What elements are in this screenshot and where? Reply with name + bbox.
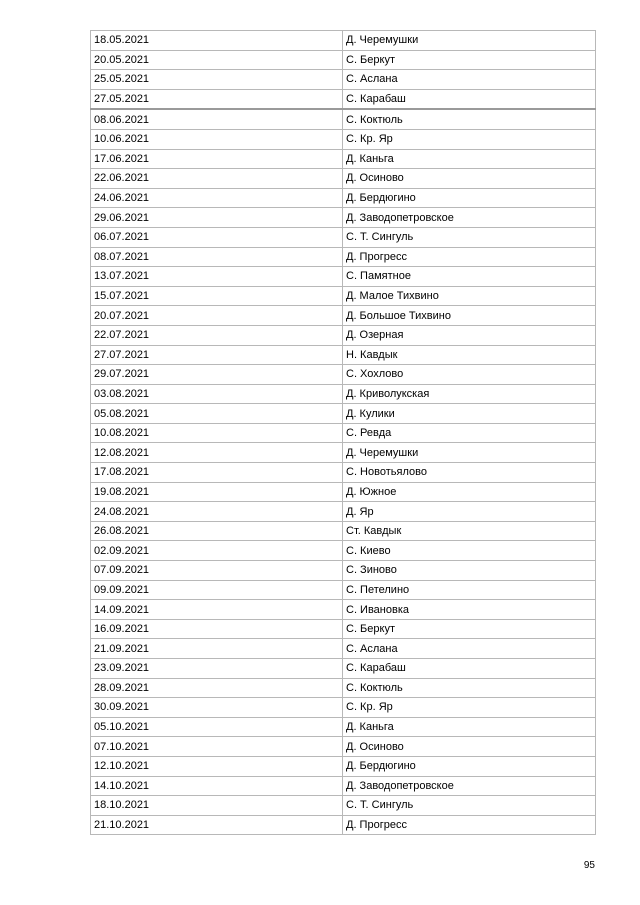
date-cell: 14.09.2021 <box>91 600 343 620</box>
place-cell: С. Новотьялово <box>343 463 596 483</box>
table-row <box>91 31 596 51</box>
table-row <box>91 365 596 385</box>
table-row <box>91 463 596 483</box>
place-cell: С. Карабаш <box>343 89 596 109</box>
place-cell: Д. Черемушки <box>343 443 596 463</box>
place-cell: Д. Заводопетровское <box>343 776 596 796</box>
table-row <box>91 286 596 306</box>
date-cell: 10.08.2021 <box>91 423 343 443</box>
place-cell: Д. Малое Тихвино <box>343 286 596 306</box>
date-cell: 19.08.2021 <box>91 482 343 502</box>
table-row <box>91 404 596 424</box>
date-cell: 28.09.2021 <box>91 678 343 698</box>
date-cell: 17.08.2021 <box>91 463 343 483</box>
table-row <box>91 89 596 109</box>
date-cell: 21.09.2021 <box>91 639 343 659</box>
place-cell: Д. Криволукская <box>343 384 596 404</box>
date-cell: 17.06.2021 <box>91 149 343 169</box>
place-cell: С. Ревда <box>343 423 596 443</box>
place-cell: Д. Черемушки <box>343 31 596 51</box>
place-cell: Д. Осиново <box>343 169 596 189</box>
table-row <box>91 227 596 247</box>
table-row <box>91 502 596 522</box>
place-cell: С. Беркут <box>343 619 596 639</box>
date-cell: 25.05.2021 <box>91 70 343 90</box>
table-row <box>91 756 596 776</box>
place-cell: С. Коктюль <box>343 678 596 698</box>
date-cell: 03.08.2021 <box>91 384 343 404</box>
date-cell: 30.09.2021 <box>91 698 343 718</box>
table-row <box>91 149 596 169</box>
table-row <box>91 208 596 228</box>
date-cell: 29.06.2021 <box>91 208 343 228</box>
table-row <box>91 129 596 149</box>
place-cell: С. Аслана <box>343 70 596 90</box>
place-cell: С. Кр. Яр <box>343 129 596 149</box>
place-cell: Д. Бердюгино <box>343 756 596 776</box>
date-cell: 08.06.2021 <box>91 109 343 129</box>
place-cell: С. Т. Сингуль <box>343 227 596 247</box>
place-cell: Д. Каньга <box>343 149 596 169</box>
place-cell: С. Петелино <box>343 580 596 600</box>
table-row <box>91 443 596 463</box>
date-cell: 29.07.2021 <box>91 365 343 385</box>
date-cell: 24.08.2021 <box>91 502 343 522</box>
table-row <box>91 659 596 679</box>
table-row <box>91 639 596 659</box>
place-cell: С. Памятное <box>343 267 596 287</box>
place-cell: С. Коктюль <box>343 109 596 129</box>
date-cell: 24.06.2021 <box>91 188 343 208</box>
table-row <box>91 678 596 698</box>
table-row <box>91 50 596 70</box>
date-cell: 22.07.2021 <box>91 325 343 345</box>
place-cell: Д. Осиново <box>343 737 596 757</box>
place-cell: Д. Каньга <box>343 717 596 737</box>
place-cell: Д. Яр <box>343 502 596 522</box>
date-cell: 12.10.2021 <box>91 756 343 776</box>
table-row <box>91 70 596 90</box>
date-cell: 27.05.2021 <box>91 89 343 109</box>
date-cell: 02.09.2021 <box>91 541 343 561</box>
place-cell: С. Киево <box>343 541 596 561</box>
table-row <box>91 580 596 600</box>
table-row <box>91 698 596 718</box>
table-row <box>91 776 596 796</box>
table-row <box>91 521 596 541</box>
place-cell: С. Зиново <box>343 561 596 581</box>
page-number: 95 <box>583 860 595 871</box>
date-cell: 16.09.2021 <box>91 619 343 639</box>
place-cell: С. Ивановка <box>343 600 596 620</box>
date-cell: 08.07.2021 <box>91 247 343 267</box>
date-cell: 07.09.2021 <box>91 561 343 581</box>
table-row <box>91 188 596 208</box>
date-cell: 14.10.2021 <box>91 776 343 796</box>
date-cell: 05.08.2021 <box>91 404 343 424</box>
date-cell: 13.07.2021 <box>91 267 343 287</box>
table-row <box>91 717 596 737</box>
schedule-table-body <box>91 31 596 835</box>
place-cell: С. Хохлово <box>343 365 596 385</box>
table-row <box>91 561 596 581</box>
place-cell: Д. Кулики <box>343 404 596 424</box>
date-cell: 05.10.2021 <box>91 717 343 737</box>
place-cell: Д. Прогресс <box>343 815 596 835</box>
place-cell: С. Беркут <box>343 50 596 70</box>
date-cell: 12.08.2021 <box>91 443 343 463</box>
place-cell: Д. Южное <box>343 482 596 502</box>
place-cell: Н. Кавдык <box>343 345 596 365</box>
table-row <box>91 600 596 620</box>
table-row <box>91 109 596 129</box>
date-cell: 20.07.2021 <box>91 306 343 326</box>
date-cell: 07.10.2021 <box>91 737 343 757</box>
date-cell: 20.05.2021 <box>91 50 343 70</box>
place-cell: Д. Большое Тихвино <box>343 306 596 326</box>
place-cell: Ст. Кавдык <box>343 521 596 541</box>
table-row <box>91 815 596 835</box>
table-row <box>91 384 596 404</box>
place-cell: Д. Озерная <box>343 325 596 345</box>
table-row <box>91 619 596 639</box>
date-cell: 22.06.2021 <box>91 169 343 189</box>
date-cell: 18.10.2021 <box>91 796 343 816</box>
table-row <box>91 247 596 267</box>
table-row <box>91 796 596 816</box>
table-row <box>91 423 596 443</box>
table-row <box>91 345 596 365</box>
table-row <box>91 267 596 287</box>
table-row <box>91 325 596 345</box>
place-cell: С. Аслана <box>343 639 596 659</box>
table-row <box>91 306 596 326</box>
date-cell: 21.10.2021 <box>91 815 343 835</box>
place-cell: Д. Заводопетровское <box>343 208 596 228</box>
place-cell: С. Карабаш <box>343 659 596 679</box>
date-cell: 06.07.2021 <box>91 227 343 247</box>
place-cell: Д. Бердюгино <box>343 188 596 208</box>
date-cell: 10.06.2021 <box>91 129 343 149</box>
date-cell: 09.09.2021 <box>91 580 343 600</box>
table-row <box>91 541 596 561</box>
date-cell: 15.07.2021 <box>91 286 343 306</box>
schedule-table <box>90 30 596 835</box>
place-cell: С. Кр. Яр <box>343 698 596 718</box>
table-row <box>91 737 596 757</box>
date-cell: 18.05.2021 <box>91 31 343 51</box>
date-cell: 23.09.2021 <box>91 659 343 679</box>
table-row <box>91 169 596 189</box>
date-cell: 27.07.2021 <box>91 345 343 365</box>
place-cell: С. Т. Сингуль <box>343 796 596 816</box>
table-row <box>91 482 596 502</box>
place-cell: Д. Прогресс <box>343 247 596 267</box>
date-cell: 26.08.2021 <box>91 521 343 541</box>
